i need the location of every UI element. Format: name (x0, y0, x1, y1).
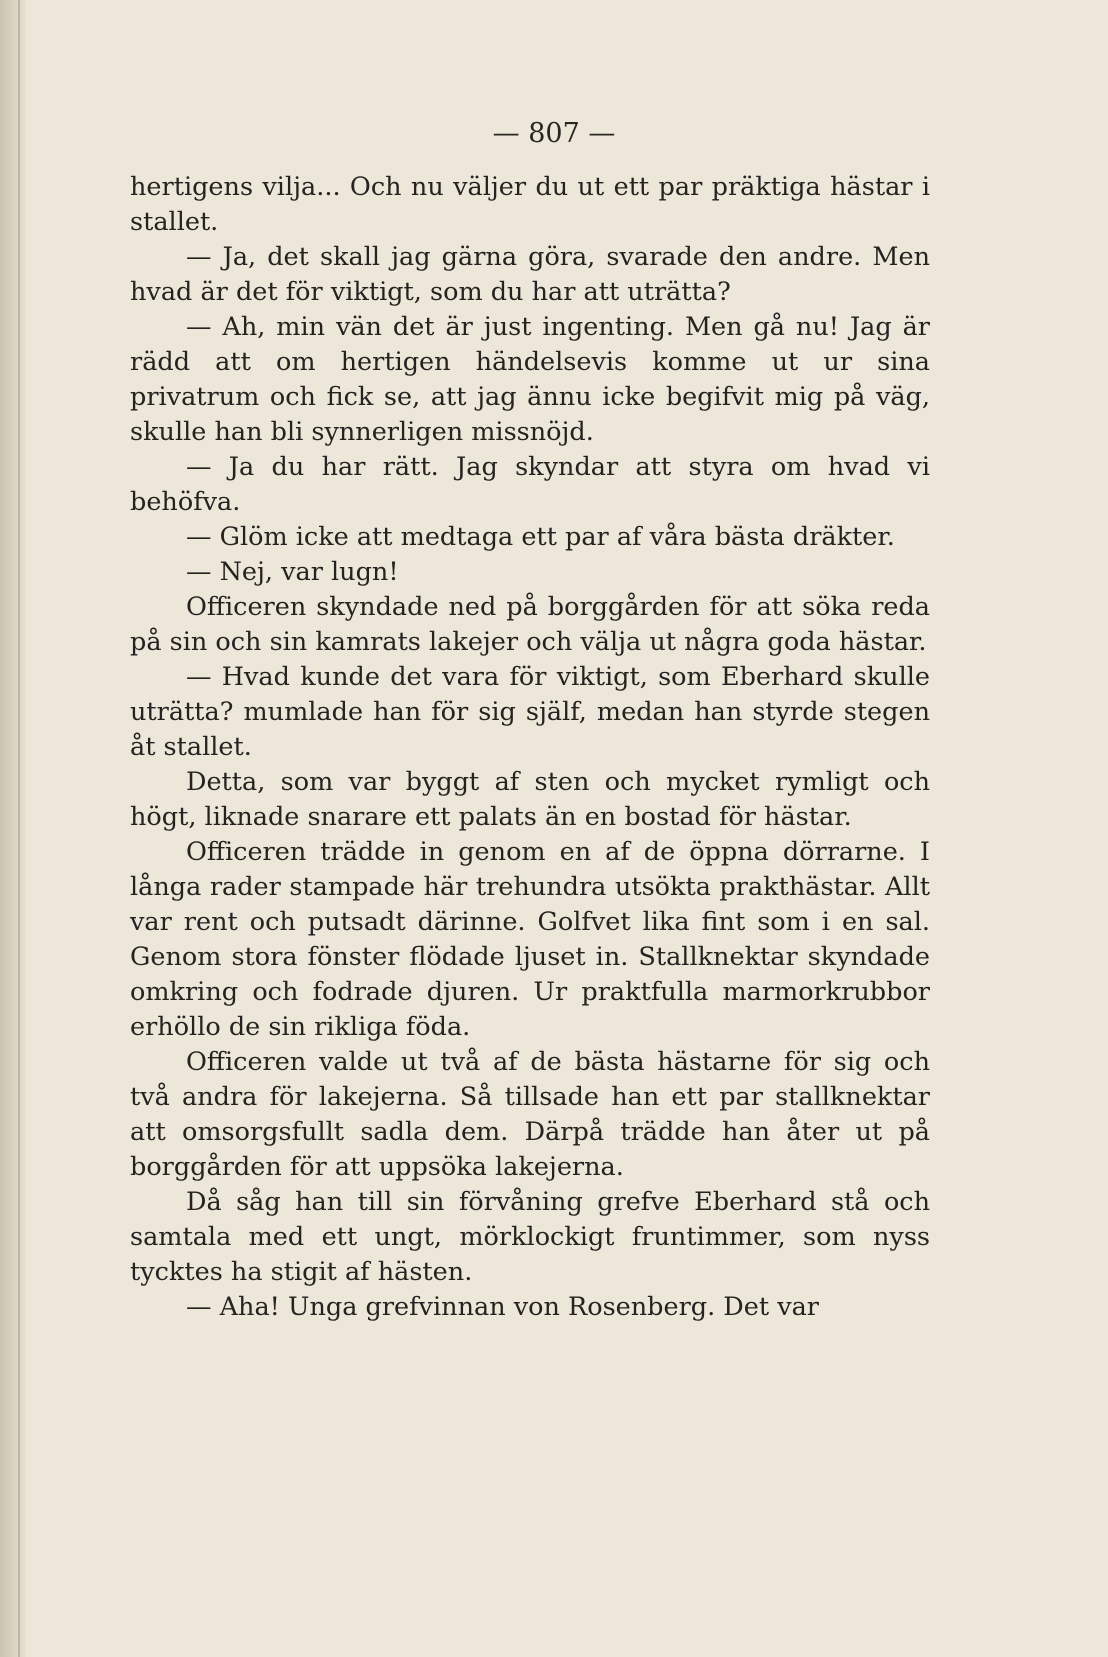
paragraph: Officeren trädde in genom en af de öppna dörrarne. I långa rader stampade här trehundra utsökta prakthästar. Allt var rent och putsadt därinne. Golfvet lika fint som i en sal. Genom stora fönster flödade ljuset in. Stallknektar skyndade omkring och fodrade djuren. Ur praktfulla marmorkrubbor erhöllo de sin rikliga föda. (130, 837, 930, 1042)
binding-line (18, 0, 20, 1657)
paragraph: Officeren valde ut två af de bästa hästarne för sig och två andra för lakejerna. Så tillsade han ett par stallknektar att omsorgsfullt sadla dem. Därpå trädde han åter ut på borggården för att uppsöka lakejerna. (130, 1047, 930, 1182)
paragraph: — Ja du har rätt. Jag skyndar att styra om hvad vi behöfva. (130, 452, 930, 517)
paragraph: Officeren skyndade ned på borggården för att söka reda på sin och sin kamrats lakejer och välja ut några goda hästar. (130, 592, 930, 657)
paragraph: — Nej, var lugn! (186, 557, 399, 587)
paragraph: — Ah, min vän det är just ingenting. Men gå nu! Jag är rädd att om hertigen händelsevis komme ut ur sina privatrum och fick se, att jag ännu icke begifvit mig på väg, skulle han bli synnerligen missnöjd. (130, 312, 930, 447)
page-number: — 807 — (492, 118, 616, 149)
paragraph: Detta, som var byggt af sten och mycket rymligt och högt, liknade snarare ett palats än en bostad för hästar. (130, 767, 930, 832)
paragraph: hertigens vilja... Och nu väljer du ut ett par präktiga hästar i stallet. (130, 172, 930, 237)
paragraph: — Hvad kunde det vara för viktigt, som Eberhard skulle uträtta? mumlade han för sig själf, medan han styrde stegen åt stallet. (130, 662, 930, 762)
paragraph: — Glöm icke att medtaga ett par af våra bästa dräkter. (186, 522, 895, 552)
body-text (130, 170, 930, 1325)
paragraph: Då såg han till sin förvåning grefve Eberhard stå och samtala med ett ungt, mörklockigt fruntimmer, som nyss tycktes ha stigit af hästen. (130, 1187, 930, 1287)
paragraph: — Ja, det skall jag gärna göra, svarade den andre. Men hvad är det för viktigt, som du har att uträtta? (130, 242, 930, 307)
binding-edge (0, 0, 26, 1657)
paragraph: — Aha! Unga grefvinnan von Rosenberg. Det var (186, 1292, 819, 1322)
